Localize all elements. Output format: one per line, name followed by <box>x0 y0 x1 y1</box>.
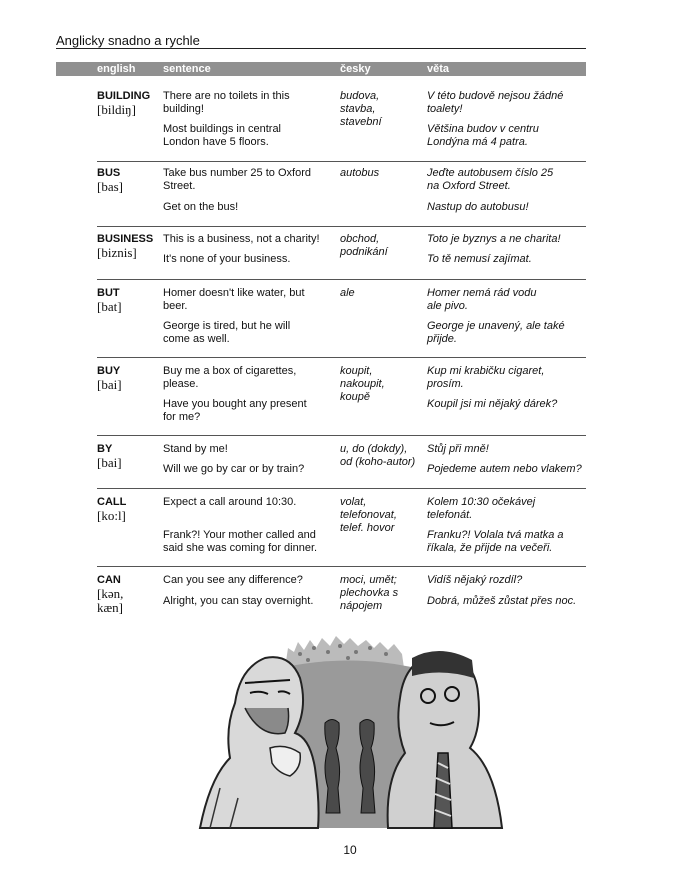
czech-sentence: Homer nemá rád vodu ale pivo. <box>427 287 537 312</box>
czech-sentence: Kup mi krabičku cigaret, prosím. <box>427 365 545 390</box>
entry-word: BUSINESS <box>97 233 154 245</box>
czech-sentence: Jeďte autobusem číslo 25 na Oxford Street. <box>427 167 554 192</box>
czech-sentence: Pojedeme autem nebo vlakem? <box>427 463 582 475</box>
running-header: Anglicky snadno a rychle <box>56 33 200 48</box>
example-sentence: Expect a call around 10:30. <box>163 496 297 508</box>
example-sentence: Most buildings in central London have 5 floors. <box>163 123 282 148</box>
example-sentence: Take bus number 25 to Oxford Street. <box>163 167 311 192</box>
entry-pronunciation: kæn] <box>97 600 123 615</box>
czech-sentence: Vidíš nějaký rozdíl? <box>427 574 523 586</box>
row-separator <box>97 357 586 358</box>
row-separator <box>97 161 586 162</box>
czech-meaning: autobus <box>340 167 380 179</box>
example-sentence: Get on the bus! <box>163 201 239 213</box>
table-header <box>56 62 586 76</box>
czech-sentence: Koupil jsi mi nějaký dárek? <box>427 398 558 410</box>
entry-pronunciation: [bai] <box>97 455 122 470</box>
entry-word: BUY <box>97 365 121 377</box>
czech-meaning: budova, stavba, stavební <box>340 90 382 128</box>
column-sentence: sentence <box>163 63 211 75</box>
example-sentence: Can you see any difference? <box>163 574 303 586</box>
row-separator <box>97 488 586 489</box>
example-sentence: Have you bought any present for me? <box>163 398 307 423</box>
entry-pronunciation: [kən, <box>97 586 124 601</box>
row-separator <box>97 226 586 227</box>
czech-meaning: koupit, nakoupit, koupě <box>340 365 385 403</box>
entry-pronunciation: [bat] <box>97 299 122 314</box>
czech-sentence: George je unavený, ale také přijde. <box>427 320 565 345</box>
example-sentence: George is tired, but he will come as well. <box>163 320 291 345</box>
example-sentence: It's none of your business. <box>163 253 291 265</box>
column-veta: věta <box>427 63 450 75</box>
example-sentence: Stand by me! <box>163 443 228 455</box>
czech-sentence: Stůj při mně! <box>427 443 489 455</box>
entry-word: BUILDING <box>97 90 151 102</box>
example-sentence: Alright, you can stay overnight. <box>163 595 314 607</box>
row-separator <box>97 566 586 567</box>
column-cesky: česky <box>340 63 371 75</box>
row-separator <box>97 279 586 280</box>
czech-sentence: Dobrá, můžeš zůstat přes noc. <box>427 595 577 607</box>
czech-sentence: To tě nemusí zajímat. <box>427 253 532 265</box>
czech-sentence: Většina budov v centru Londýna má 4 patra. <box>427 123 539 148</box>
example-sentence: This is a business, not a charity! <box>163 233 320 245</box>
czech-meaning: moci, umět; plechovka s nápojem <box>340 574 399 612</box>
man-with-tie-figure <box>388 651 502 828</box>
entry-pronunciation: [bas] <box>97 179 123 194</box>
example-sentence: Buy me a box of cigarettes, please. <box>163 365 297 390</box>
old-man-figure <box>200 657 319 828</box>
entry-pronunciation: [biznis] <box>97 245 137 260</box>
example-sentence: Will we go by car or by train? <box>163 463 305 475</box>
entry-pronunciation: [bildiŋ] <box>97 102 136 117</box>
entry-pronunciation: [ko:l] <box>97 508 126 523</box>
czech-sentence: Kolem 10:30 očekávej telefonát. <box>427 496 536 521</box>
czech-meaning: volat, telefonovat, telef. hovor <box>340 496 397 534</box>
entry-word: CALL <box>97 496 127 508</box>
czech-sentence: Toto je byznys a ne charita! <box>427 233 561 245</box>
row-separator <box>97 435 586 436</box>
entry-word: BUT <box>97 287 120 299</box>
entry-word: BUS <box>97 167 121 179</box>
header-rule <box>56 48 586 49</box>
czech-meaning: ale <box>340 287 355 299</box>
example-sentence: Homer doesn't like water, but beer. <box>163 287 305 312</box>
example-sentence: Frank?! Your mother called and said she was coming for dinner. <box>163 529 318 554</box>
page-number: 10 <box>343 843 357 857</box>
entry-word: CAN <box>97 574 121 586</box>
example-sentence: There are no toilets in this building! <box>163 90 290 115</box>
cartoon-illustration <box>190 628 510 836</box>
entry-pronunciation: [bai] <box>97 377 122 392</box>
czech-meaning: u, do (dokdy), od (koho-autor) <box>340 443 416 468</box>
czech-sentence: V této budově nejsou žádné toalety! <box>427 90 564 115</box>
czech-sentence: Franku?! Volala tvá matka a říkala, že přijde na večeři. <box>427 529 564 554</box>
column-english: english <box>97 63 136 75</box>
czech-meaning: obchod, podnikání <box>340 233 388 258</box>
czech-sentence: Nastup do autobusu! <box>427 201 529 213</box>
entry-word: BY <box>97 443 113 455</box>
